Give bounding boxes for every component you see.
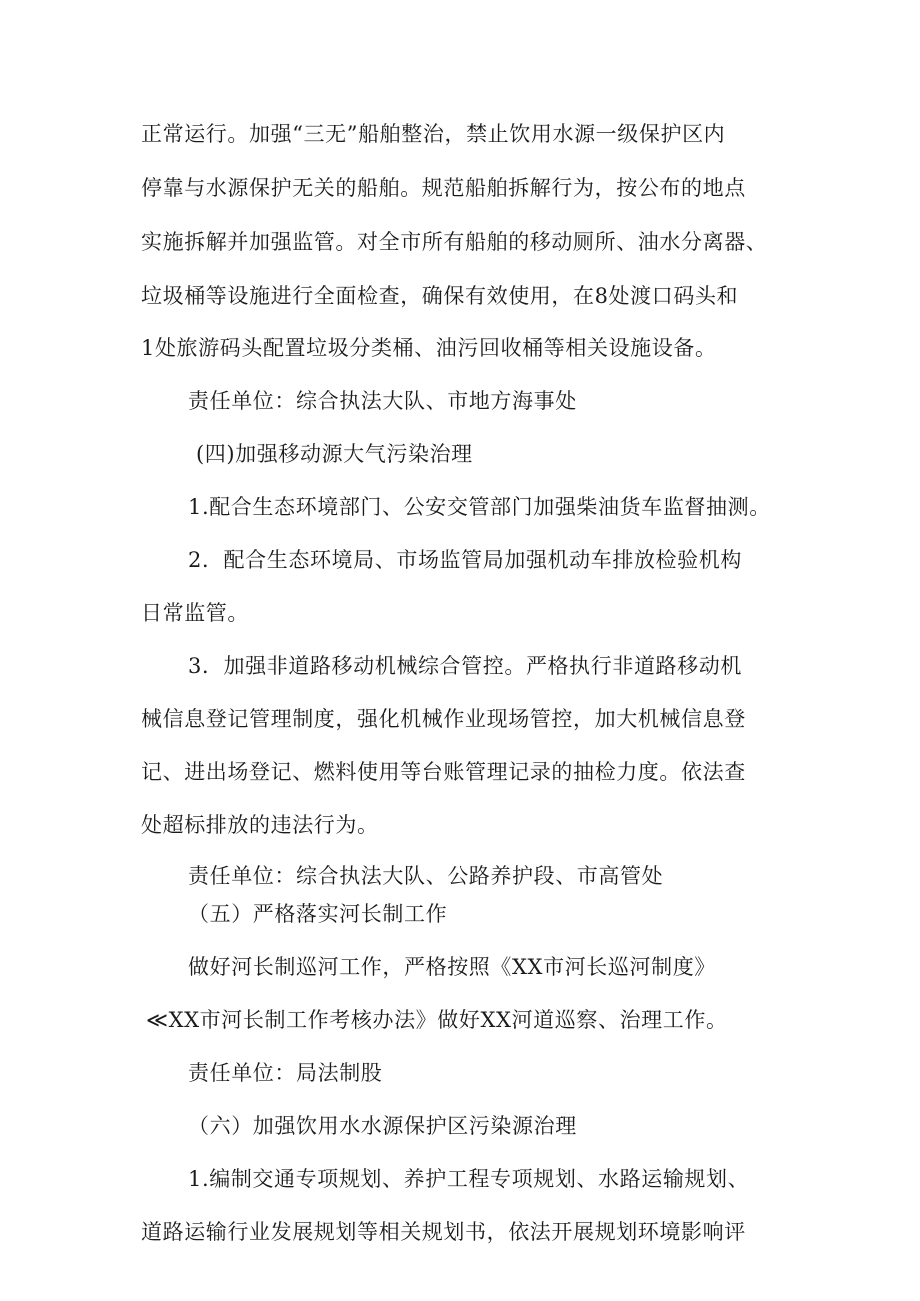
paragraph-line: 械信息登记管理制度，强化机械作业现场管控，加大机械信息登 [141,707,746,731]
paragraph-line: ≪XX市河长制工作考核办法》做好XX河道巡察、治理工作。 [146,1008,728,1032]
list-item: 3．加强非道路移动机械综合管控。严格执行非道路移动机 [188,654,742,678]
section-heading: (四)加强移动源大气污染治理 [196,442,473,466]
list-item: 1.编制交通专项规划、养护工程专项规划、水路运输规划、 [188,1167,750,1191]
paragraph-line: 1处旅游码头配置垃圾分类桶、油污回收桶等相关设施设备。 [141,336,717,360]
responsible-unit: 责任单位：综合执法大队、公路养护段、市高管处 [188,864,664,888]
list-item: 1.配合生态环境部门、公安交管部门加强柴油货车监督抽测。 [188,495,771,519]
paragraph-line: 做好河长制巡河工作，严格按照《XX市河长巡河制度》 [188,955,716,979]
paragraph-line: 垃圾桶等设施进行全面检查，确保有效使用，在8处渡口码头和 [141,284,739,308]
paragraph-line: 正常运行。加强“三无”船舶整治，禁止饮用水源一级保护区内 [141,122,726,146]
paragraph-line: 实施拆解并加强监管。对全市所有船舶的移动厕所、油水分离器、 [141,230,768,254]
section-heading: （五）严格落实河长制工作 [188,902,448,926]
section-heading: （六）加强饮用水水源保护区污染源治理 [188,1114,577,1138]
paragraph-line: 日常监管。 [141,601,249,625]
paragraph-line: 处超标排放的违法行为。 [141,813,379,837]
paragraph-line: 停靠与水源保护无关的船舶。规范船舶拆解行为，按公布的地点 [141,176,746,200]
paragraph-line: 道路运输行业发展规划等相关规划书，依法开展规划环境影响评 [141,1220,746,1244]
responsible-unit: 责任单位：局法制股 [188,1061,383,1085]
paragraph-line: 记、进出场登记、燃料使用等台账管理记录的抽检力度。依法查 [141,760,746,784]
responsible-unit: 责任单位：综合执法大队、市地方海事处 [188,389,577,413]
list-item: 2．配合生态环境局、市场监管局加强机动车排放检验机构 [188,548,742,572]
